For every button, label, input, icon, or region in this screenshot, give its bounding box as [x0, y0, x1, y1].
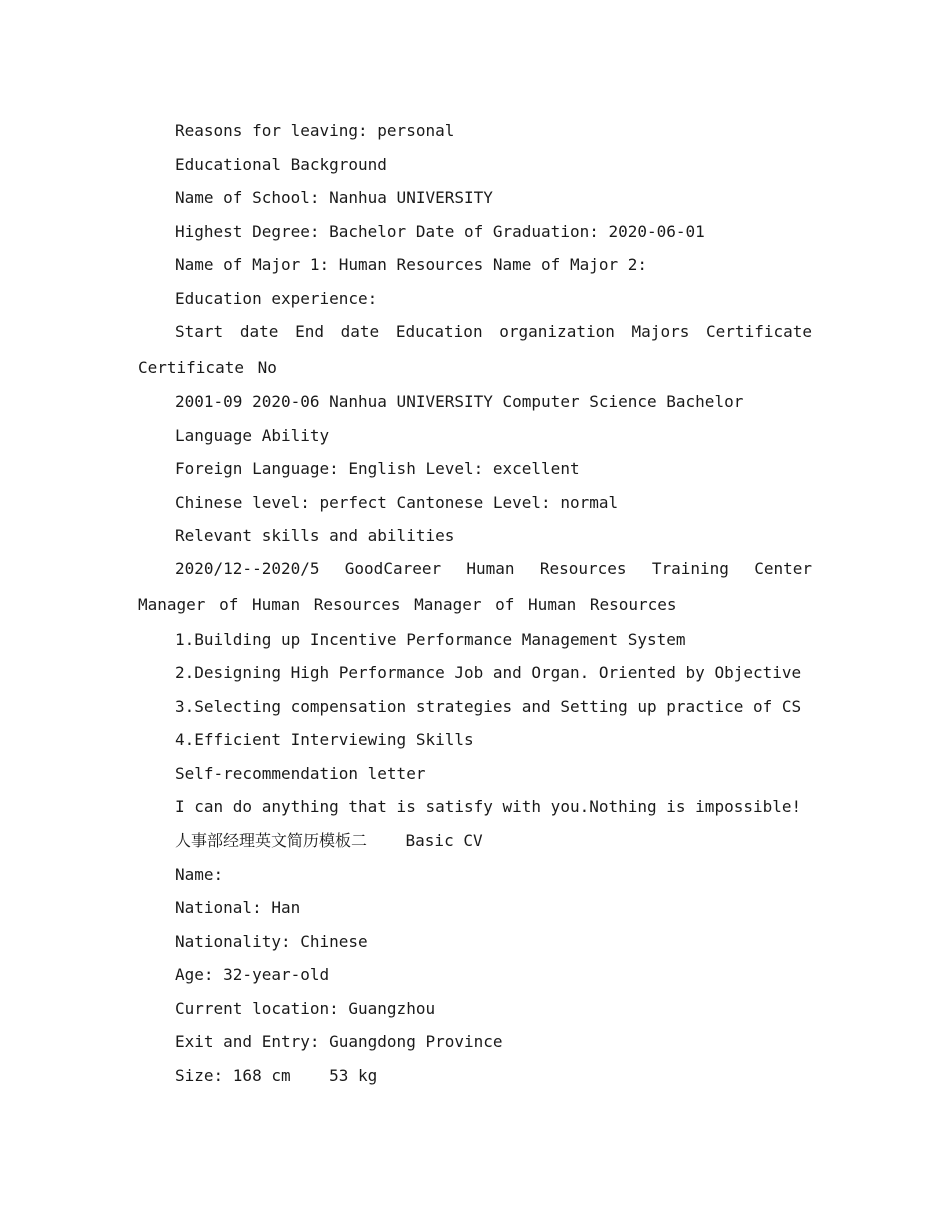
- heading-cv-template-two: 人事部经理英文简历模板二 Basic CV: [175, 831, 483, 850]
- text-exit-and-entry: Exit and Entry: Guangdong Province: [175, 1032, 503, 1051]
- text-name: Name:: [175, 865, 224, 884]
- text-reasons-for-leaving: Reasons for leaving: personal: [175, 121, 455, 140]
- text-skill-2: 2.Designing High Performance Job and Organ. Oriented by Objective: [175, 663, 802, 682]
- heading-language-ability: Language Ability: [175, 426, 330, 445]
- text-national: National: Han: [175, 898, 301, 917]
- heading-relevant-skills: Relevant skills and abilities: [175, 526, 455, 545]
- heading-educational-background: Educational Background: [175, 155, 387, 174]
- text-name-of-major: Name of Major 1: Human Resources Name of Major 2:: [175, 255, 648, 274]
- text-work-experience: 2020/12--2020/5 GoodCareer Human Resources Training Center Manager of Human Resources Manager of Human Resources: [138, 559, 812, 614]
- text-age: Age: 32-year-old: [175, 965, 330, 984]
- text-skill-3: 3.Selecting compensation strategies and Setting up practice of CS: [175, 697, 802, 716]
- text-foreign-language: Foreign Language: English Level: excellent: [175, 459, 580, 478]
- text-highest-degree: Highest Degree: Bachelor Date of Graduation: 2020-06-01: [175, 222, 705, 241]
- text-size: Size: 168 cm 53 kg: [175, 1066, 378, 1085]
- text-skill-1: 1.Building up Incentive Performance Management System: [175, 630, 686, 649]
- text-current-location: Current location: Guangzhou: [175, 999, 436, 1018]
- text-chinese-level: Chinese level: perfect Cantonese Level: normal: [175, 493, 619, 512]
- text-education-row: 2001-09 2020-06 Nanhua UNIVERSITY Computer Science Bachelor: [175, 392, 744, 411]
- text-self-recommendation: I can do anything that is satisfy with you.Nothing is impossible!: [175, 797, 802, 816]
- text-education-table-header: Start date End date Education organization Majors Certificate Certificate No: [138, 322, 812, 377]
- text-nationality: Nationality: Chinese: [175, 932, 368, 951]
- text-education-experience: Education experience:: [175, 289, 378, 308]
- text-skill-4: 4.Efficient Interviewing Skills: [175, 730, 474, 749]
- text-name-of-school: Name of School: Nanhua UNIVERSITY: [175, 188, 493, 207]
- heading-self-recommendation: Self-recommendation letter: [175, 764, 426, 783]
